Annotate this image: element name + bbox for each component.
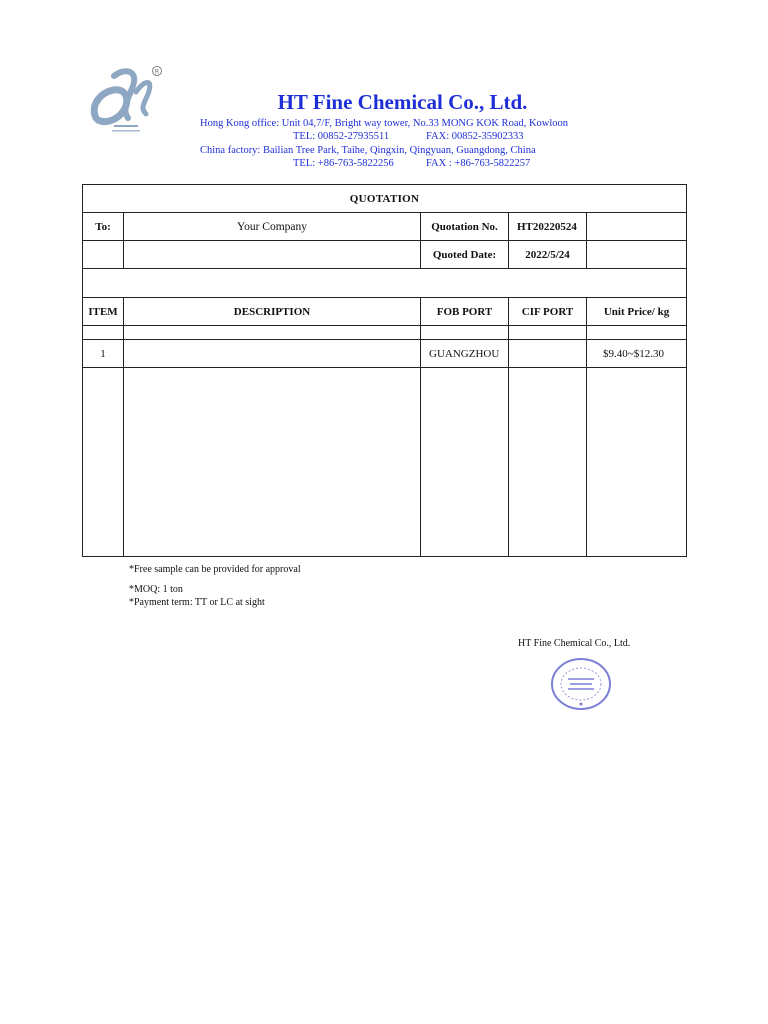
note-payment-term: *Payment term: TT or LC at sight	[129, 597, 265, 608]
empty-cell	[124, 241, 421, 269]
empty-cell	[587, 213, 687, 241]
quotation-no-label: Quotation No.	[421, 213, 509, 241]
quotation-table	[82, 184, 687, 557]
china-factory-address: China factory: Bailian Tree Park, Taihe, Qingxin, Qingyuan, Guangdong, China	[200, 145, 536, 156]
row-unit-price: $9.40~$12.30	[587, 340, 687, 368]
row-fob-port: GUANGZHOU	[421, 340, 509, 368]
quotation-title: QUOTATION	[83, 185, 687, 213]
signature-company: HT Fine Chemical Co., Ltd.	[518, 638, 631, 649]
empty-cell	[421, 368, 509, 557]
hk-fax: FAX: 00852-35902333	[426, 131, 524, 142]
company-name: HT Fine Chemical Co., Ltd.	[277, 90, 528, 114]
row-cif-port	[509, 340, 587, 368]
row-description	[124, 340, 421, 368]
col-header-fob-port: FOB PORT	[421, 298, 509, 326]
empty-cell	[587, 368, 687, 557]
to-label: To:	[83, 213, 124, 241]
empty-cell	[587, 241, 687, 269]
quotation-no-value: HT20220524	[509, 213, 587, 241]
table-header-row	[83, 298, 687, 326]
to-value: Your Company	[124, 213, 421, 241]
empty-cell	[83, 368, 124, 557]
empty-cell	[509, 326, 587, 340]
empty-cell	[509, 368, 587, 557]
empty-cell	[587, 326, 687, 340]
empty-cell	[124, 368, 421, 557]
note-free-sample: *Free sample can be provided for approval	[129, 564, 301, 575]
hk-tel: TEL: 00852-27935511	[293, 131, 390, 142]
spacer-row	[83, 269, 687, 298]
empty-cell	[83, 326, 124, 340]
company-seal-icon	[550, 657, 612, 711]
col-header-cif-port: CIF PORT	[509, 298, 587, 326]
cn-fax: FAX : +86-763-5822257	[426, 158, 531, 169]
col-header-unit-price: Unit Price/ kg	[587, 298, 687, 326]
col-header-item: ITEM	[83, 298, 124, 326]
col-header-description: DESCRIPTION	[124, 298, 421, 326]
empty-cell	[421, 326, 509, 340]
cn-tel: TEL: +86-763-5822256	[293, 158, 394, 169]
ht-logo-icon	[84, 62, 166, 134]
row-item: 1	[83, 340, 124, 368]
svg-text:R: R	[154, 68, 160, 76]
table-row	[83, 340, 687, 368]
empty-cell	[83, 241, 124, 269]
empty-cell	[124, 326, 421, 340]
quoted-date-label: Quoted Date:	[421, 241, 509, 269]
hk-office-address: Hong Kong office: Unit 04,7/F, Bright way tower, No.33 MONG KOK Road, Kowloon	[200, 118, 569, 129]
quoted-date-value: 2022/5/24	[509, 241, 587, 269]
note-moq: *MOQ: 1 ton	[129, 584, 183, 595]
